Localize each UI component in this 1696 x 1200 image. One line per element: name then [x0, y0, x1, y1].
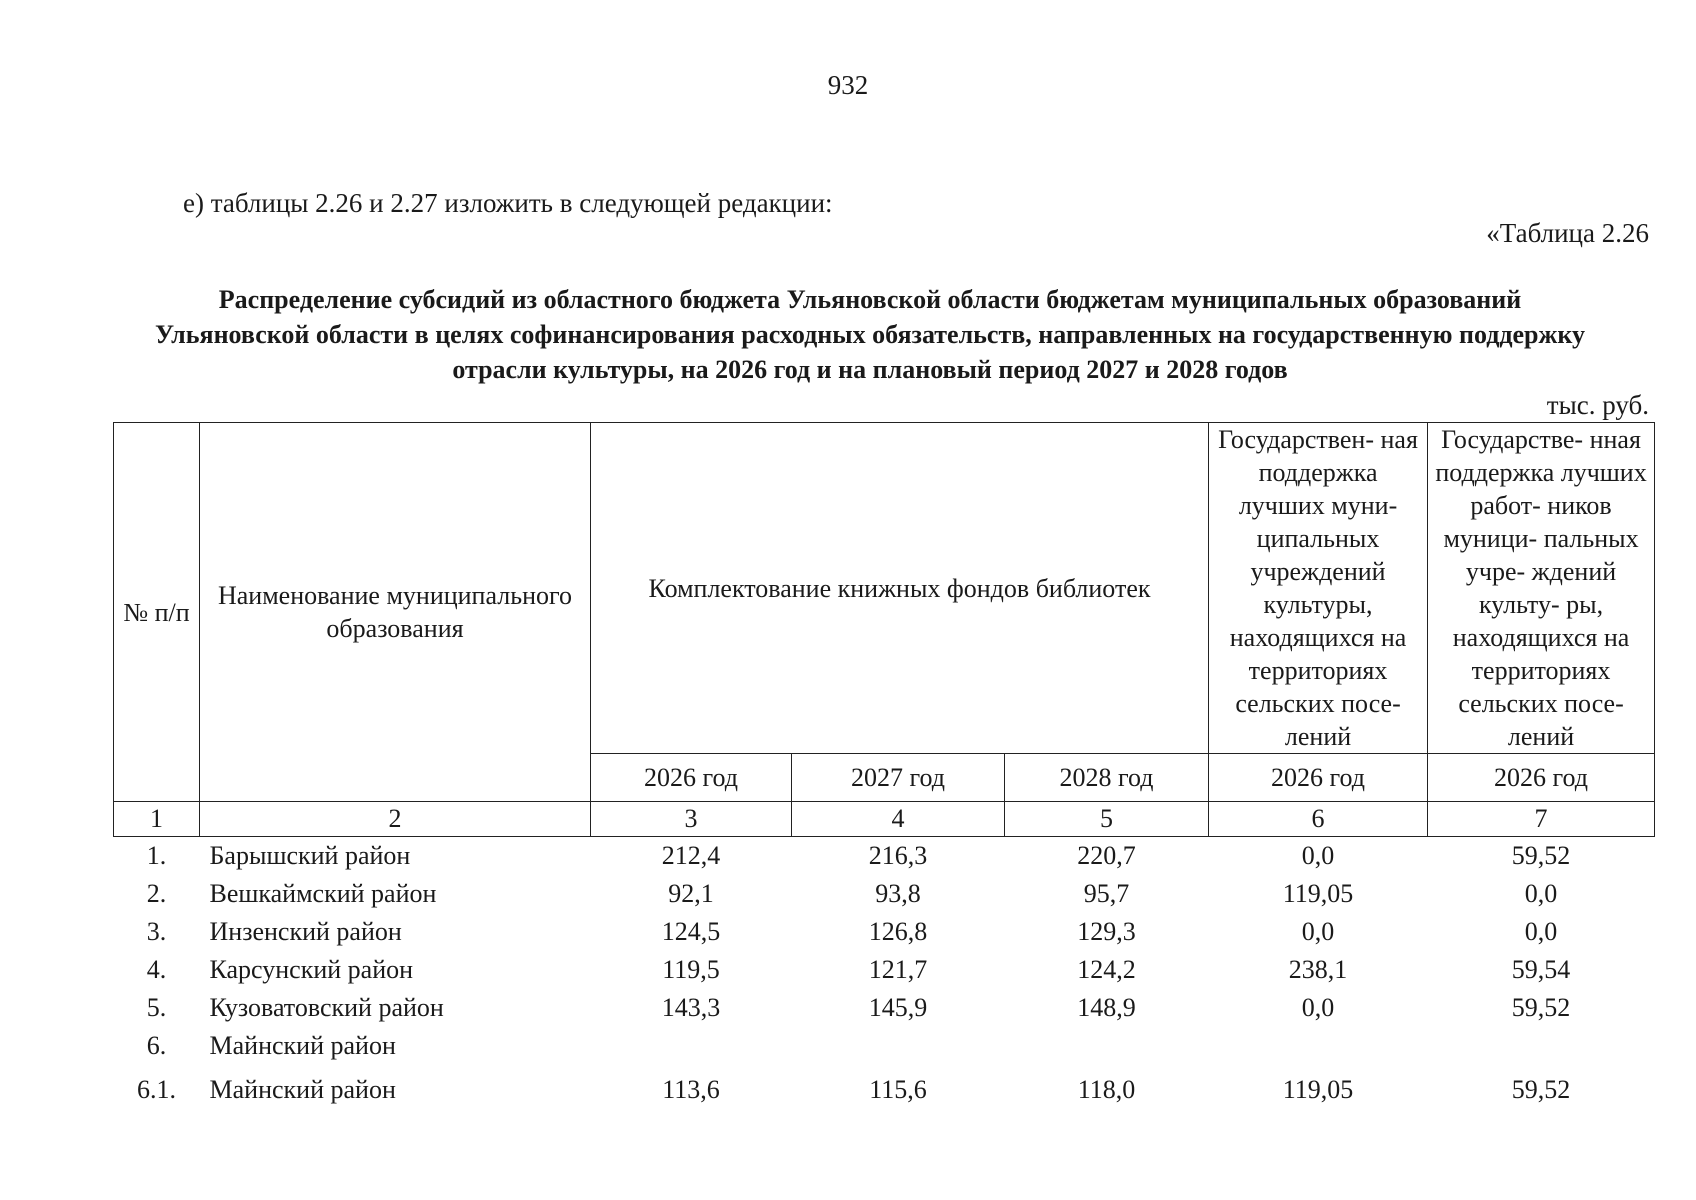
books-2028-value: 124,2 — [1077, 955, 1136, 984]
column-number: 2 — [200, 802, 591, 837]
subsidy-table — [113, 422, 1655, 1109]
workers-2026-value: 59,54 — [1511, 955, 1571, 984]
row-number: 2. — [146, 879, 167, 908]
row-number: 5. — [146, 993, 167, 1022]
municipality-name: Инзенский район — [209, 917, 402, 946]
books-2026-value: 92,1 — [668, 879, 714, 908]
books-2027-value: 126,8 — [868, 917, 928, 946]
institutions-2026-value: 0,0 — [1301, 917, 1335, 946]
row-number: 6.1. — [137, 1075, 176, 1104]
institutions-2026-value: 0,0 — [1301, 993, 1335, 1022]
books-2027-value: 115,6 — [869, 1075, 927, 1104]
books-2027-value: 216,3 — [868, 841, 928, 870]
document-title: Распределение субсидий из областного бюджета Ульяновской области бюджетам муниципальных образований Ульяновской области в целях софинансирования расходных обязательств, направленных на государственную поддержку отрасли культуры, на 2026 год и на плановый период 2027 и 2028 годов — [155, 285, 1585, 384]
table-row — [114, 1065, 1655, 1109]
municipality-name: Майнский район — [209, 1075, 396, 1104]
workers-2026-value: 59,52 — [1511, 993, 1571, 1022]
header-support-institutions: Государствен- ная поддержка лучших муни- ципальных учреждений культуры, находящихся на территориях сельских посе- лений — [1209, 423, 1428, 754]
table-row — [114, 837, 1655, 876]
books-2028-value: 118,0 — [1077, 1075, 1136, 1104]
header-num: № п/п — [114, 423, 200, 802]
workers-2026-value: 0,0 — [1524, 879, 1558, 908]
header-year-2026: 2026 год — [591, 754, 792, 802]
books-2028-value: 129,3 — [1077, 917, 1136, 946]
row-number: 6. — [146, 1031, 167, 1060]
books-2026-value — [591, 1027, 792, 1065]
column-number: 7 — [1428, 802, 1655, 837]
workers-2026-value: 59,52 — [1511, 1075, 1571, 1104]
books-2028-value: 148,9 — [1077, 993, 1136, 1022]
column-number: 1 — [114, 802, 200, 837]
books-2027-value: 93,8 — [875, 879, 921, 908]
workers-2026-value — [1428, 1027, 1655, 1065]
institutions-2026-value: 119,05 — [1282, 879, 1354, 908]
row-number: 3. — [146, 917, 167, 946]
table-row — [114, 875, 1655, 913]
municipality-name: Кузоватовский район — [209, 993, 444, 1022]
column-number: 4 — [792, 802, 1005, 837]
workers-2026-value: 59,52 — [1511, 841, 1571, 870]
municipality-name: Барышский район — [209, 841, 411, 870]
row-number: 4. — [146, 955, 167, 984]
header-year-2028: 2028 год — [1005, 754, 1209, 802]
institutions-2026-value: 238,1 — [1288, 955, 1348, 984]
page-number: 932 — [827, 70, 869, 100]
table-row — [114, 951, 1655, 989]
table-row — [114, 913, 1655, 951]
books-2026-value: 113,6 — [662, 1075, 720, 1104]
municipality-name: Майнский район — [209, 1031, 396, 1060]
municipality-name: Карсунский район — [209, 955, 414, 984]
books-2026-value: 124,5 — [661, 917, 721, 946]
institutions-2026-value: 119,05 — [1282, 1075, 1354, 1104]
books-2028-value: 220,7 — [1077, 841, 1136, 870]
books-2026-value: 212,4 — [661, 841, 721, 870]
units-label: тыс. руб. — [1546, 390, 1649, 420]
header-name: Наименование муниципального образования — [200, 423, 591, 802]
books-2026-value: 119,5 — [662, 955, 720, 984]
books-2028-value — [1005, 1027, 1209, 1065]
column-number: 5 — [1005, 802, 1209, 837]
institutions-2026-value — [1209, 1027, 1428, 1065]
header-institutions-year-2026: 2026 год — [1209, 754, 1428, 802]
column-number: 6 — [1209, 802, 1428, 837]
row-number: 1. — [146, 841, 167, 870]
header-books: Комплектование книжных фондов библиотек — [591, 423, 1209, 754]
table-caption: «Таблица 2.26 — [1486, 218, 1649, 248]
header-year-2027: 2027 год — [792, 754, 1005, 802]
column-number: 3 — [591, 802, 792, 837]
municipality-name: Вешкаймский район — [209, 879, 437, 908]
books-2027-value — [792, 1027, 1005, 1065]
header-support-workers: Государстве- нная поддержка лучших работ- ников муници- пальных учре- ждений культу- ры, находящихся на территориях сельских посе- лений — [1428, 423, 1655, 754]
books-2027-value: 145,9 — [868, 993, 928, 1022]
books-2027-value: 121,7 — [868, 955, 928, 984]
intro-text: е) таблицы 2.26 и 2.27 изложить в следующей редакции: — [183, 188, 833, 218]
table-row — [114, 989, 1655, 1027]
header-workers-year-2026: 2026 год — [1428, 754, 1655, 802]
workers-2026-value: 0,0 — [1524, 917, 1558, 946]
table-row — [114, 1027, 1655, 1065]
institutions-2026-value: 0,0 — [1301, 841, 1335, 870]
books-2026-value: 143,3 — [661, 993, 721, 1022]
books-2028-value: 95,7 — [1083, 879, 1130, 908]
